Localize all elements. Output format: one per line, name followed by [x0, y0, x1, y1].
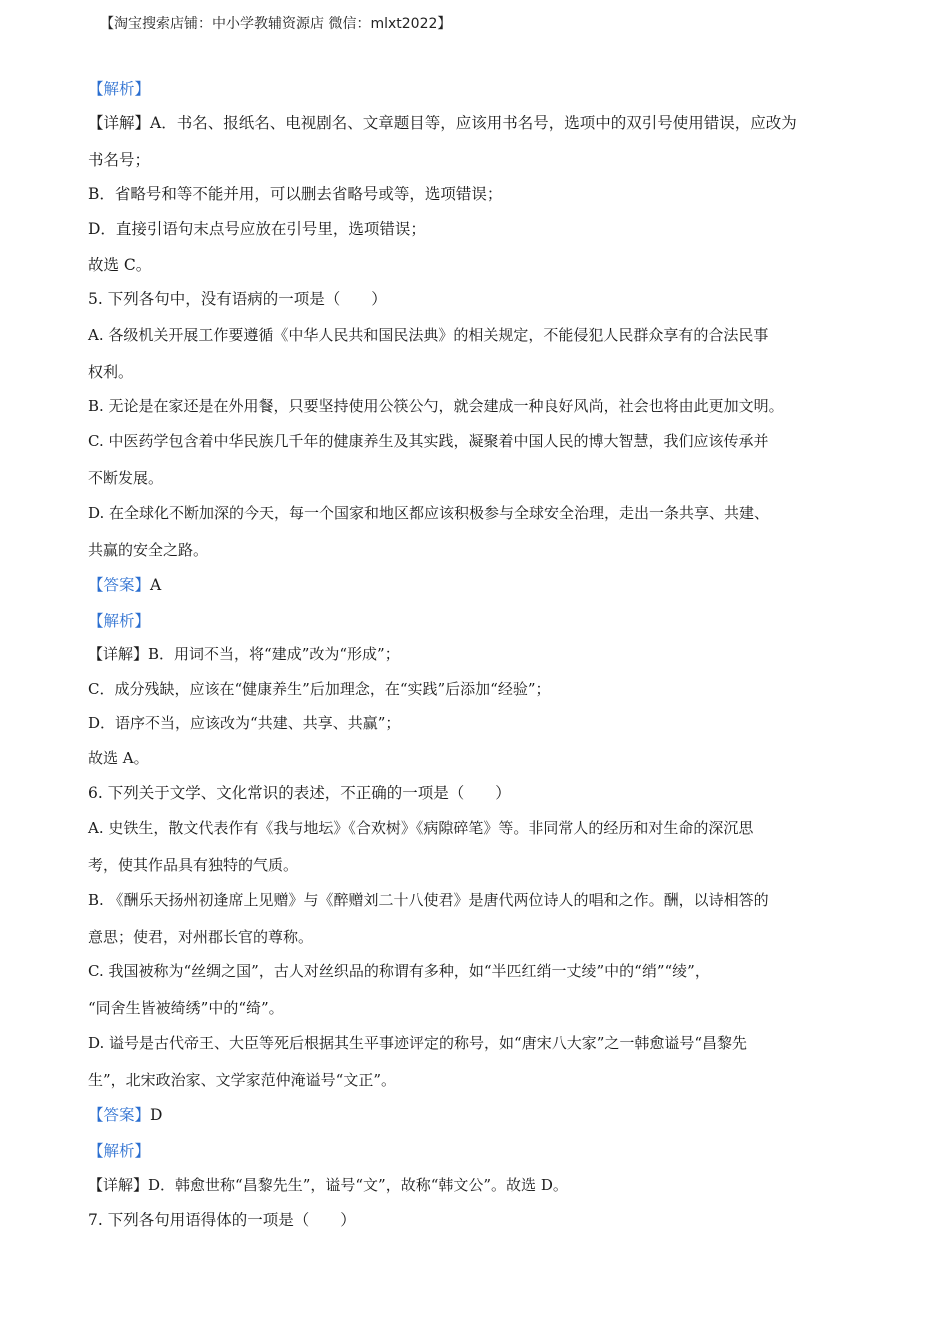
- question-7-stem: 7. 下列各句用语得体的一项是（ ）: [88, 1211, 356, 1229]
- question-5-option-c-cont: 不断发展。: [88, 469, 164, 487]
- question-6-option-b: B. 《酬乐天扬州初逢席上见赠》与《醉赠刘二十八使君》是唐代两位诗人的唱和之作。酬，以诗相答的: [88, 891, 769, 909]
- question-5-detail-c: C．成分残缺，应该在“健康养生”后加理念，在“实践”后添加“经验”；: [88, 680, 551, 698]
- analysis-label: 【解析】: [88, 1142, 151, 1160]
- question-5-answer: [88, 573, 161, 595]
- detail-text: D．韩愈世称“昌黎先生”，谥号“文”，故称“韩文公”。故选 D。: [148, 1176, 568, 1194]
- question-5-option-b: B. 无论是在家还是在外用餐，只要坚持使用公筷公勺，就会建成一种良好风尚，社会也将由此更加文明。: [88, 397, 784, 415]
- detail-text: B．用词不当，将“建成”改为“形成”；: [148, 645, 400, 663]
- analysis-tag: [88, 1139, 150, 1161]
- analysis-label: 【解析】: [88, 80, 151, 98]
- question-6-option-d-cont: 生”，北宋政治家、文学家范仲淹谥号“文正”。: [88, 1071, 397, 1089]
- question-5-detail: [88, 643, 400, 664]
- question-6-option-b-cont: 意思；使君，对州郡长官的尊称。: [88, 928, 314, 946]
- question-5-stem: 5. 下列各句中，没有语病的一项是（ ）: [88, 290, 387, 308]
- question-5-option-a: A. 各级机关开展工作要遵循《中华人民共和国民法典》的相关规定，不能侵犯人民群众享有的合法民事: [88, 326, 769, 344]
- question-5-conclusion: 故选 A。: [88, 749, 149, 767]
- question-5-option-d: D. 在全球化不断加深的今天，每一个国家和地区都应该积极参与全球安全治理，走出一条共享、共建、: [88, 504, 770, 522]
- question-6-option-c: C. 我国被称为“丝绸之国”，古人对丝织品的称谓有多种，如“半匹红绡一丈绫”中的“绡”“绫”，: [88, 962, 710, 980]
- answer-label: 【答案】: [88, 576, 151, 594]
- detail-line-d: D．直接引语句末点号应放在引号里，选项错误；: [88, 220, 426, 238]
- answer-value: A: [150, 576, 162, 594]
- detail-label: 【详解】: [88, 1176, 149, 1194]
- answer-value: D: [150, 1106, 163, 1124]
- question-5-option-d-cont: 共赢的安全之路。: [88, 541, 209, 559]
- detail-text: A．书名、报纸名、电视剧名、文章题目等，应该用书名号，选项中的双引号使用错误，应改为: [150, 114, 797, 132]
- question-6-option-a-cont: 考，使其作品具有独特的气质。: [88, 856, 299, 874]
- detail-label: 【详解】: [88, 114, 151, 132]
- detail-paragraph: [88, 111, 797, 133]
- detail-conclusion: 故选 C。: [88, 256, 152, 274]
- question-5-option-c: C. 中医药学包含着中华民族几千年的健康养生及其实践，凝聚着中国人民的博大智慧，我们应该传承并: [88, 432, 769, 450]
- question-6-option-c-cont: “同舍生皆被绮绣”中的“绮”。: [88, 999, 284, 1017]
- analysis-label: 【解析】: [88, 612, 151, 630]
- question-6-answer: [88, 1103, 162, 1125]
- question-6-stem: 6. 下列关于文学、文化常识的表述，不正确的一项是（ ）: [88, 784, 511, 802]
- analysis-tag: [88, 77, 150, 99]
- analysis-tag: [88, 609, 150, 631]
- question-5-option-a-cont: 权利。: [88, 363, 134, 381]
- question-6-option-a: A. 史铁生，散文代表作有《我与地坛》《合欢树》《病隙碎笔》等。非同常人的经历和对生命的深沉思: [88, 819, 754, 837]
- detail-line-b: B．省略号和等不能并用，可以删去省略号或等，选项错误；: [88, 185, 503, 203]
- question-6-detail: [88, 1174, 568, 1195]
- page-header: 【淘宝搜索店铺：中小学教辅资源店 微信：mlxt2022】: [100, 16, 452, 32]
- detail-label: 【详解】: [88, 645, 149, 663]
- question-5-detail-d: D．语序不当，应该改为“共建、共享、共赢”；: [88, 714, 401, 732]
- answer-label: 【答案】: [88, 1106, 151, 1124]
- detail-continuation: 书名号；: [88, 151, 151, 169]
- question-6-option-d: D. 谥号是古代帝王、大臣等死后根据其生平事迹评定的称号，如“唐宋八大家”之一韩愈谥号“昌黎先: [88, 1034, 748, 1052]
